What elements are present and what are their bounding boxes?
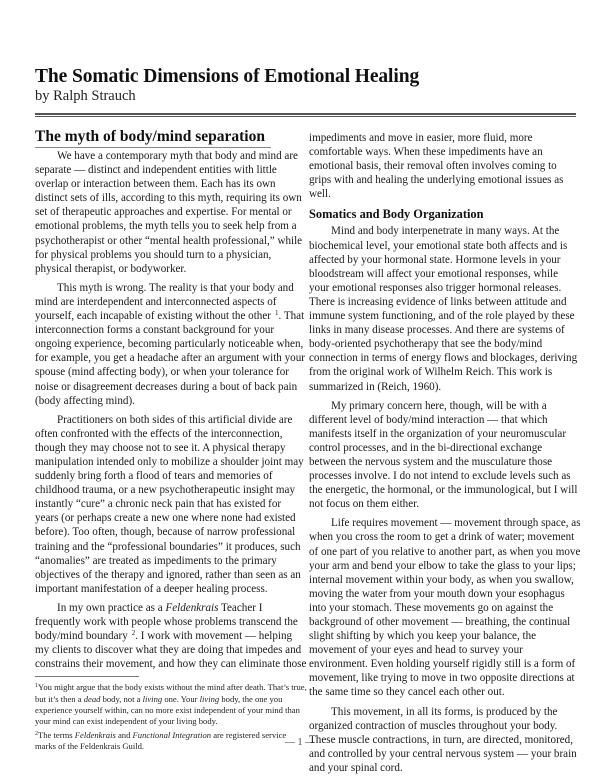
paragraph: My primary concern here, though, will be with a different level of body/mind interaction — that which manifests itself in the organization of your neuromuscular control processes, and in the bi-directional exchange between the nervous system and the musculature those processes involve. I do not intend to exclude levels such as the energetic, the hormonal, or the immunological, but I will not focus on them either. [309, 399, 578, 511]
document-title: The Somatic Dimensions of Emotional Healing [35, 66, 420, 87]
paragraph: This myth is wrong. The reality is that your body and mind are interdependent and interconnected aspects of yourself, each incapable of existing without the other $^1$. That interconnection forms a constant background for your ongoing experience, becoming particularly noticeable when, for example, you get a headache after an argument with your spouse (mind affecting body), or when your tolerance for noise or disagreement decreases during a bout of back pain (body affecting mind). [35, 281, 305, 407]
section-heading-somatics: Somatics and Body Organization [309, 207, 484, 222]
paragraph: Life requires movement — movement through space, as when you cross the room to get a drink of water; movement of one part of you relative to another part, as when you move your arm and bend your elbow to take the glass to your lips; internal movement within your body, as when you swallow, moving the water from your mouth down your esophagus into your stomach. These movements go on against the background of other movement — breathing, the continual slight shifting by which you keep your balance, the movement of your eyes and head to survey your environment. Even holding yourself rigidly still is a form of movement, like trying to move in two opposite directions at the same time so they cancel each other out. [309, 517, 581, 699]
paragraph-continuation: impediments and move in easier, more fluid, more comfortable ways. When these impediments have an emotional basis, their removal often involves coming to grips with and healing the underlying emotional issues as well. [309, 132, 564, 201]
title-rule-bottom [35, 116, 576, 117]
footnote-ref-2[interactable]: 2 [131, 629, 136, 638]
paragraph: Mind and body interpenetrate in many ways. At the biochemical level, your emotional state both affects and is affected by your hormonal state. Hormone levels in your bloodstream will affect your emotional responses, while your emotional responses also trigger hormonal releases. There is increasing evidence of links between attitude and immune system functioning, and of the role played by these links in many disease processes. And there are systems of body-oriented psychotherapy that see the body/mind connection in terms of energy flows and blockages, deriving from the original work of Wilhelm Reich. This work is summarized in (Reich, 1960). [309, 225, 578, 393]
section-heading-myth: The myth of body/mind separation [35, 128, 271, 148]
right-column [309, 131, 581, 780]
footnote-separator [35, 676, 139, 677]
page-number: — 1 — [285, 737, 315, 748]
paragraph: Practitioners on both sides of this artificial divide are often confronted with the effects of the interconnection, though they may choose not to see it. A physical therapy manipulation intended only to mobilize a shoulder joint may suddenly bring forth a flood of tears and memories of childhood trauma, or a new psychotherapeutic insight may instantly “cure” a chronic neck pain that has existed for years (or perhaps create a new one where none had existed before). Too often, though, because of narrow professional training and the “professional boundaries” it produces, such “anomalies” are treated as impediments to the primary objectives of the therapy and ignored, rather than seen as an important manifestation of a deeper healing process. [35, 413, 304, 595]
footnote-1: $^1$You might argue that the body exists without the mind after death. That’s true, but it’s then a dead body, not a living one. Your living body, the one you experience yourself within, can no more exist independent of your mind than your mind can exist independent of your living body. [35, 682, 307, 726]
title-rule-top [35, 113, 576, 115]
left-column [35, 128, 307, 756]
author-byline: by Ralph Strauch [35, 88, 136, 104]
paragraph: We have a contemporary myth that body and mind are separate — distinct and independent entities with little overlap or interaction between them. Each has its own distinct sets of ills, according to this myth, requiring its own set of therapeutic approaches and expertise. For mental or emotional problems, the myth tells you to seek help from a psychotherapist or other “mental health professional,” while for physical problems you should turn to a physician, physical therapist, or bodyworker. [35, 150, 303, 275]
footnote-ref-1[interactable]: 1 [274, 309, 279, 318]
paragraph: This movement, in all its forms, is produced by the organized contraction of muscles throughout your body. These muscle contractions, in turn, are directed, monitored, and controlled by your central nervous system — your brain and your spinal cord. [309, 705, 577, 774]
paragraph: In my own practice as a Feldenkrais Teacher I frequently work with people whose problems transcend the body/mind boundary $^2$. I work with movement — helping my clients to discover what they are doing that impedes and constrains their movement, and how they can eliminate those [35, 601, 307, 671]
footnote-2: $^2$The terms Feldenkrais and Functional Integration are registered service marks of the Feldenkrais Guild. [35, 730, 287, 752]
